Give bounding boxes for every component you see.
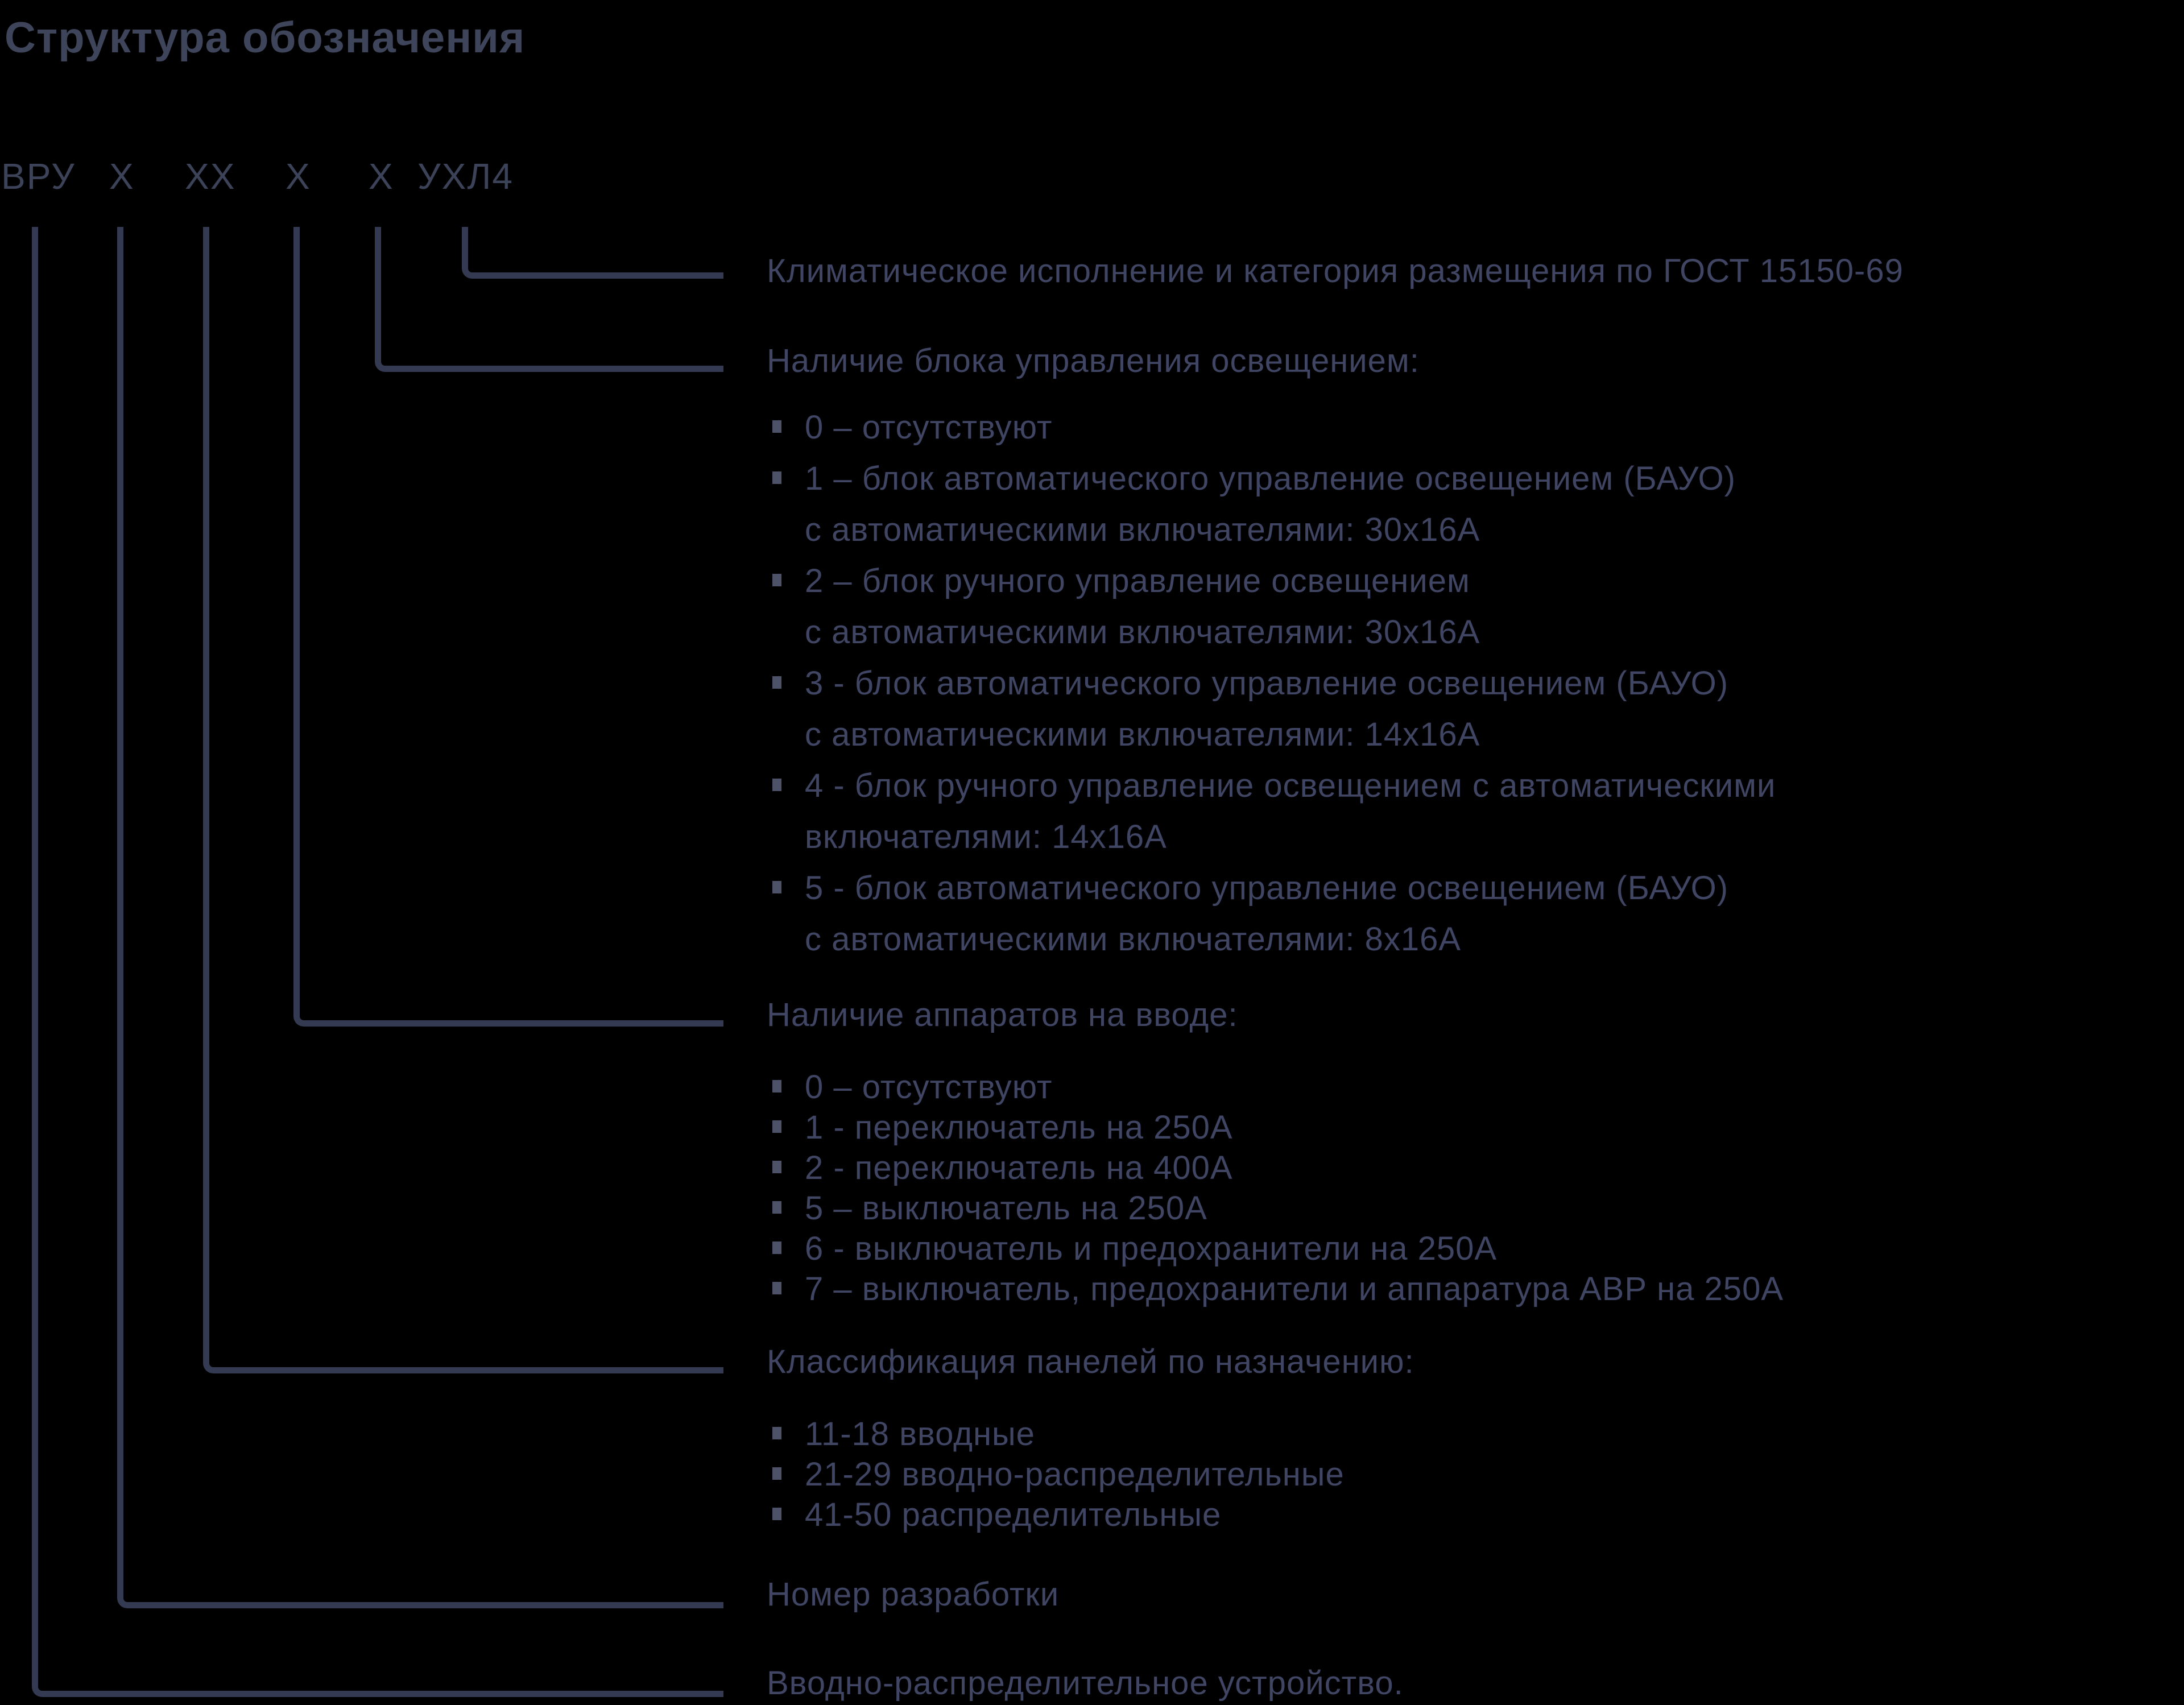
- list-item-text: 2 - переключатель на 400А: [805, 1149, 1233, 1186]
- list-item-text: 5 – выключатель на 250А: [805, 1190, 1207, 1227]
- list-item-text: с автоматическими включателями: 30х16А: [805, 511, 1480, 548]
- label-device: Вводно-распределительное устройство.: [767, 1665, 1404, 1702]
- list-item-text: 0 – отсутствуют: [805, 409, 1053, 446]
- list-item: [767, 863, 1776, 965]
- bullet-square-icon: [772, 1080, 781, 1092]
- page-title: Структура обозначения: [5, 14, 526, 62]
- list-item-text: 1 – блок автоматического управление освещением (БАУО): [805, 460, 1736, 497]
- list-item: [767, 1188, 1784, 1228]
- bullet-square-icon: [772, 420, 781, 433]
- bullet-square-icon: [772, 881, 781, 893]
- list-item: [767, 658, 1776, 760]
- list-item-text: 41-50 распределительные: [805, 1496, 1222, 1533]
- bullet-square-icon: [772, 1241, 781, 1254]
- code-token-lighting: Х: [369, 156, 394, 197]
- code-token-device: ВРУ: [1, 156, 76, 197]
- list-item-text: 21-29 вводно-распределительные: [805, 1456, 1345, 1493]
- connector-device-line: [32, 227, 723, 1697]
- code-token-panels: ХХ: [185, 156, 236, 197]
- label-lighting: Наличие блока управления освещением:: [767, 342, 1420, 379]
- list-item: [767, 1454, 1345, 1495]
- bullet-square-icon: [772, 1427, 781, 1439]
- list-item-text: 6 - выключатель и предохранители на 250А: [805, 1230, 1498, 1267]
- bullet-square-icon: [772, 1120, 781, 1133]
- bullet-square-icon: [772, 1201, 781, 1214]
- bullet-square-icon: [772, 779, 781, 791]
- bullet-square-icon: [772, 1161, 781, 1173]
- bullet-square-icon: [772, 471, 781, 484]
- list-item-text: с автоматическими включателями: 8х16А: [805, 921, 1462, 958]
- list-item-text: с автоматическими включателями: 30х16А: [805, 614, 1480, 651]
- bullet-square-icon: [772, 1508, 781, 1520]
- list-item-text: 0 – отсутствуют: [805, 1069, 1053, 1106]
- lighting-options-list: [767, 402, 1776, 965]
- list-item-text: 1 - переключатель на 250А: [805, 1109, 1233, 1146]
- list-item: [767, 1228, 1784, 1269]
- list-item: [767, 1269, 1784, 1309]
- label-development: Номер разработки: [767, 1576, 1060, 1613]
- list-item-text: включателями: 14х16А: [805, 818, 1167, 855]
- list-item: [767, 1067, 1784, 1107]
- label-input: Наличие аппаратов на вводе:: [767, 996, 1238, 1033]
- list-item-text: 11-18 вводные: [805, 1416, 1035, 1452]
- bullet-square-icon: [772, 1282, 781, 1294]
- bullet-square-icon: [772, 574, 781, 586]
- code-token-input: Х: [286, 156, 311, 197]
- list-item: [767, 453, 1776, 556]
- list-item-text: с автоматическими включателями: 14х16А: [805, 716, 1480, 753]
- list-item: [767, 556, 1776, 658]
- list-item-text: 3 - блок автоматического управление освещением (БАУО): [805, 665, 1729, 702]
- list-item: [767, 760, 1776, 863]
- list-item: [767, 1414, 1345, 1454]
- list-item-text: 5 - блок автоматического управление освещением (БАУО): [805, 870, 1729, 907]
- list-item-text: 2 – блок ручного управление освещением: [805, 562, 1470, 599]
- panels-classification-list: [767, 1414, 1345, 1535]
- label-panels: Классификация панелей по назначению:: [767, 1343, 1414, 1380]
- code-token-development: Х: [109, 156, 135, 197]
- list-item: [767, 1495, 1345, 1535]
- input-devices-list: [767, 1067, 1784, 1309]
- list-item: [767, 1107, 1784, 1148]
- list-item: [767, 1148, 1784, 1188]
- bullet-square-icon: [772, 676, 781, 689]
- list-item: [767, 402, 1776, 453]
- list-item-text: 7 – выключатель, предохранители и аппаратура АВР на 250А: [805, 1271, 1784, 1307]
- list-item-text: 4 - блок ручного управление освещением с автоматическими: [805, 767, 1776, 804]
- label-climate: Климатическое исполнение и категория размещения по ГОСТ 15150-69: [767, 253, 1904, 289]
- bullet-square-icon: [772, 1467, 781, 1480]
- code-token-climate: УХЛ4: [417, 156, 514, 197]
